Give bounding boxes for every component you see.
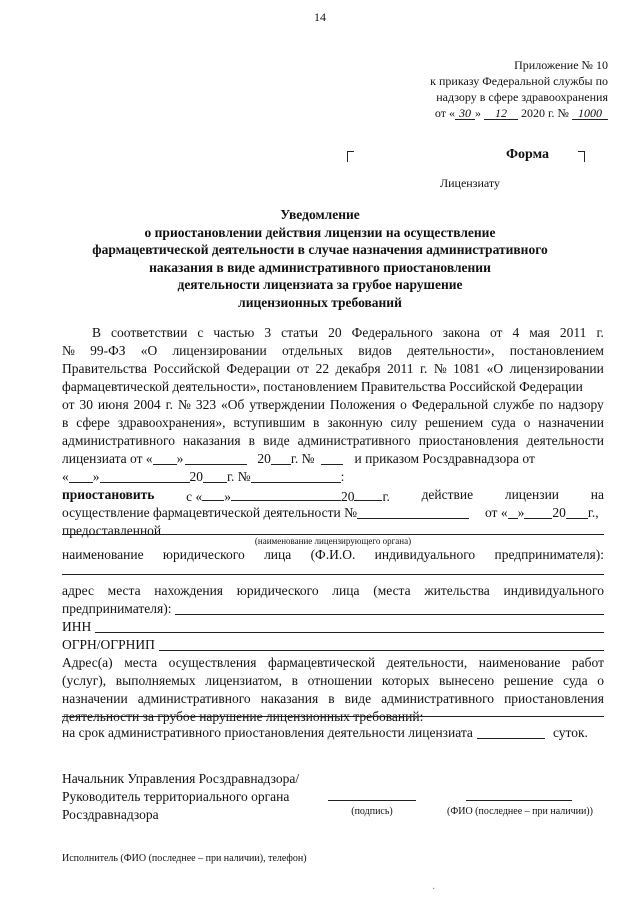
- suspend-from: с «: [186, 489, 203, 504]
- word: постановлением: [509, 343, 604, 358]
- word: предпринимателя):: [494, 547, 604, 562]
- word: №: [177, 397, 191, 412]
- license-year-prefix: 20: [552, 505, 566, 520]
- date-prefix: от «: [434, 106, 455, 120]
- word: назначении: [538, 415, 604, 430]
- word: 20: [328, 325, 342, 340]
- licensing-body-caption: (наименование лицензирующего органа): [254, 536, 412, 546]
- title-line: лицензионных требований: [238, 294, 402, 310]
- word: соответствии: [111, 325, 188, 340]
- word: «Об: [221, 397, 245, 412]
- inn-line: [62, 618, 604, 636]
- license-year-field[interactable]: [566, 504, 588, 519]
- activity-text: деятельности за грубое нарушение лицензионных требований:: [62, 709, 424, 724]
- court-date-label: лицензиата от «: [62, 451, 153, 466]
- word: Положения: [329, 397, 396, 412]
- term-label: на срок административного приостановления деятельности лицензиата: [62, 725, 473, 740]
- word: осуществления: [168, 655, 257, 670]
- word: решением: [425, 415, 484, 430]
- license-quote: »: [517, 505, 525, 520]
- ogrn-line: [62, 636, 604, 654]
- court-day-field[interactable]: [153, 450, 177, 465]
- word: назначении: [62, 691, 128, 706]
- word: приостановления: [504, 691, 604, 706]
- word: виде: [263, 433, 290, 448]
- word: здравоохранения»,: [117, 415, 226, 430]
- word: приостановления: [418, 433, 519, 448]
- word: 2011: [387, 361, 414, 376]
- suspend-date: [186, 486, 390, 504]
- word: индивидуального: [503, 583, 604, 598]
- word: о: [523, 415, 531, 430]
- date-month: 12: [484, 105, 518, 120]
- order-number: 1000: [572, 105, 608, 120]
- word: г.: [596, 325, 604, 340]
- order-quote-close: »: [92, 469, 100, 484]
- address-field[interactable]: [175, 600, 604, 615]
- word: деятельности,: [386, 655, 468, 670]
- word: от: [489, 325, 503, 340]
- word: адрес: [62, 583, 94, 598]
- court-quote: »: [176, 451, 184, 466]
- license-number-field[interactable]: [357, 504, 469, 519]
- word: фармацевтической: [268, 655, 376, 670]
- document-title: [70, 206, 570, 311]
- word: которых: [381, 673, 430, 688]
- suspend-year-suffix: г.: [382, 489, 390, 504]
- word: места: [124, 655, 158, 670]
- word: деятельности»,: [407, 343, 495, 358]
- order-quote-open: «: [62, 469, 69, 484]
- term-block: [62, 724, 604, 742]
- title-line: деятельности лицензиата за грубое нарушение: [177, 277, 463, 292]
- word: отдельных: [281, 343, 344, 358]
- suspend-day-field[interactable]: [202, 486, 224, 501]
- word: от: [62, 397, 75, 412]
- addressee: Лицензиату: [440, 176, 500, 190]
- order-number-label: г. №: [227, 469, 251, 484]
- scan-mark: ·: [432, 884, 436, 895]
- legal-name-field[interactable]: [62, 574, 604, 575]
- word: наказания: [183, 433, 241, 448]
- page-number: 14: [314, 10, 326, 24]
- word: службе: [493, 397, 535, 412]
- word: 3: [264, 325, 272, 340]
- word: вынесено: [439, 673, 495, 688]
- word: лицензиатом,: [205, 673, 282, 688]
- word: г.: [165, 397, 173, 412]
- word: о: [597, 673, 604, 688]
- word: выполняемых: [115, 673, 196, 688]
- licensing-body-field[interactable]: [62, 534, 604, 535]
- body-line: [62, 414, 604, 432]
- license-day-field[interactable]: [508, 504, 518, 519]
- order-month-field[interactable]: [100, 468, 190, 483]
- word: в: [62, 415, 69, 430]
- word: декабря: [335, 361, 381, 376]
- word: наказания: [260, 691, 319, 706]
- order-colon: :: [340, 469, 345, 484]
- word: июня: [97, 397, 129, 412]
- word: 30: [79, 397, 93, 412]
- executor-line: Исполнитель (ФИО (последнее – при наличии), телефон): [62, 853, 307, 864]
- suspend-year-field[interactable]: [354, 486, 382, 501]
- inn-label: ИНН: [62, 619, 92, 634]
- word: г.: [419, 361, 428, 376]
- word: деятельности: [526, 433, 604, 448]
- suspend-month-field[interactable]: [231, 486, 341, 501]
- word: в: [248, 433, 256, 448]
- word: юридического: [162, 547, 245, 562]
- word: надзору: [558, 397, 604, 412]
- word: «О: [486, 361, 504, 376]
- word: 323: [195, 397, 217, 412]
- activity-line: [62, 672, 604, 690]
- word: лицензировании: [172, 343, 267, 358]
- address-cont: предпринимателя):: [62, 601, 172, 616]
- legal-name-label: [62, 546, 604, 564]
- word: частью: [213, 325, 255, 340]
- court-year-prefix: 20: [257, 451, 271, 466]
- word: виде: [344, 691, 372, 706]
- order-day-field[interactable]: [69, 468, 93, 483]
- activity-line: [62, 690, 604, 708]
- date-day: 30: [455, 105, 475, 120]
- word: индивидуального: [374, 547, 476, 562]
- order-reference: и приказом Росздравнадзора от: [354, 451, 535, 466]
- word: статьи: [281, 325, 319, 340]
- order-number-field[interactable]: [251, 468, 341, 483]
- word: лица: [264, 547, 292, 562]
- word: В: [92, 325, 102, 340]
- court-year-field[interactable]: [271, 450, 291, 465]
- word: административного: [137, 691, 251, 706]
- word: юридического: [236, 583, 319, 598]
- word: Федерального: [351, 325, 433, 340]
- word: Правительства: [62, 361, 147, 376]
- word: о: [400, 397, 407, 412]
- legal-name-block: [62, 546, 604, 564]
- ogrn-field[interactable]: [159, 636, 604, 651]
- court-month-field[interactable]: [185, 450, 247, 465]
- activity-line: [62, 654, 604, 672]
- suspend-quote: »: [224, 489, 231, 504]
- body-line: [62, 432, 604, 450]
- word: от: [296, 361, 310, 376]
- body-line: [62, 324, 604, 342]
- word: (Ф.И.О.: [310, 547, 356, 562]
- activity-address-field[interactable]: [62, 716, 604, 717]
- word: наименование: [62, 547, 144, 562]
- address-block: [62, 582, 604, 726]
- license-year-suffix: г.,: [587, 505, 599, 520]
- order-year-field[interactable]: [203, 468, 227, 483]
- signatory-title-1: Начальник Управления Росздравнадзора/: [62, 771, 300, 786]
- inn-field[interactable]: [95, 618, 604, 633]
- word: Федерации: [226, 361, 291, 376]
- address-label: [62, 582, 604, 600]
- word: отношении: [307, 673, 373, 688]
- word: Федеральной: [411, 397, 489, 412]
- word: 99-ФЗ: [90, 343, 126, 358]
- court-number-field[interactable]: [321, 450, 343, 465]
- word: решение: [503, 673, 554, 688]
- address-cont-line: [62, 600, 604, 618]
- license-label: осуществление фармацевтической деятельности №: [62, 505, 357, 520]
- word: наименование: [478, 655, 561, 670]
- word: закона: [442, 325, 480, 340]
- appendix-block: [380, 57, 608, 121]
- word: административного: [297, 433, 411, 448]
- word: видов: [358, 343, 392, 358]
- word: №: [62, 343, 75, 358]
- title-line: Уведомление: [280, 207, 360, 222]
- term-suffix: суток.: [552, 725, 588, 740]
- main-paragraph: [62, 324, 604, 540]
- order-year-prefix: 20: [189, 469, 203, 484]
- suspend-line: [62, 486, 604, 504]
- appendix-date-line: [380, 105, 608, 121]
- court-decision-line: [62, 450, 604, 468]
- signatory-name-field[interactable]: [466, 800, 572, 801]
- word: 2004: [133, 397, 161, 412]
- body-line: [62, 342, 604, 360]
- word: в: [328, 691, 335, 706]
- license-date-label: от «: [484, 505, 508, 520]
- word: суда: [563, 673, 588, 688]
- date-year: 2020 г. №: [520, 106, 569, 120]
- appendix-line-2: к приказу Федеральной службы по: [430, 74, 608, 88]
- word: вступившим: [233, 415, 306, 430]
- body-line: [62, 396, 604, 414]
- suspend-year-prefix: 20: [340, 489, 355, 504]
- appendix-line-3: надзору в сфере здравоохранения: [436, 90, 608, 104]
- title-line: фармацевтической деятельности в случае назначения административного: [92, 242, 548, 257]
- appendix-line-1: Приложение № 10: [514, 58, 608, 72]
- word: с: [197, 325, 204, 340]
- word: места: [107, 583, 141, 598]
- word: в: [291, 673, 299, 688]
- signatory-title-3: Росздравнадзора: [62, 807, 159, 822]
- date-mid: »: [474, 106, 481, 120]
- word: 22: [315, 361, 330, 376]
- form-corner-right: [578, 151, 585, 162]
- word: 2011: [559, 325, 587, 340]
- body-line: [62, 360, 604, 378]
- word: Российской: [153, 361, 220, 376]
- word: административного: [381, 691, 495, 706]
- word: (услуг),: [62, 673, 107, 688]
- title-line: о приостановлении действия лицензии на осуществление: [144, 224, 496, 240]
- word: «О: [140, 343, 158, 358]
- word: утверждении: [249, 397, 325, 412]
- suspend-action: действие: [421, 487, 474, 502]
- signature-field[interactable]: [328, 800, 416, 801]
- word: нахождения: [154, 583, 224, 598]
- word: жительства: [424, 583, 490, 598]
- order-line: [62, 468, 604, 486]
- word: сфере: [76, 415, 110, 430]
- word: 1081: [453, 361, 481, 376]
- suspend-license: лицензии: [504, 487, 560, 502]
- provided-word: предоставленной: [62, 523, 162, 538]
- suspend-word: приостановить: [62, 487, 155, 502]
- word: работ: [571, 655, 604, 670]
- license-month-field[interactable]: [524, 504, 552, 519]
- word: по: [539, 397, 554, 412]
- body-line: [62, 378, 604, 396]
- form-label: Форма: [506, 147, 550, 162]
- signatory-title-2: Руководитель территориального органа: [62, 789, 290, 804]
- word: фармацевтической деятельности», постановлением Правительства Российской Федерации: [62, 379, 583, 394]
- word: лица: [332, 583, 360, 598]
- word: лицензировании: [509, 361, 604, 376]
- form-corner-left: [347, 151, 354, 162]
- name-caption: (ФИО (последнее – при наличии)): [447, 806, 593, 817]
- word: 4: [512, 325, 520, 340]
- license-line: [62, 504, 604, 522]
- court-number-label: г. №: [290, 451, 315, 466]
- word: суда: [491, 415, 516, 430]
- word: мая: [529, 325, 550, 340]
- signatory-block: [62, 770, 299, 824]
- ogrn-label: ОГРН/ОГРНИП: [62, 637, 155, 652]
- title-line: наказания в виде административного приостановлении: [149, 259, 491, 275]
- word: Адрес(а): [62, 655, 113, 670]
- term-line: [62, 724, 604, 742]
- word: силу: [390, 415, 418, 430]
- word: №: [433, 361, 447, 376]
- term-days-field[interactable]: [477, 724, 545, 739]
- word: административного: [62, 433, 175, 448]
- suspend-on: на: [590, 487, 604, 502]
- word: (места: [373, 583, 411, 598]
- word: в: [313, 415, 320, 430]
- signature-caption: (подпись): [351, 806, 393, 817]
- word: законную: [327, 415, 383, 430]
